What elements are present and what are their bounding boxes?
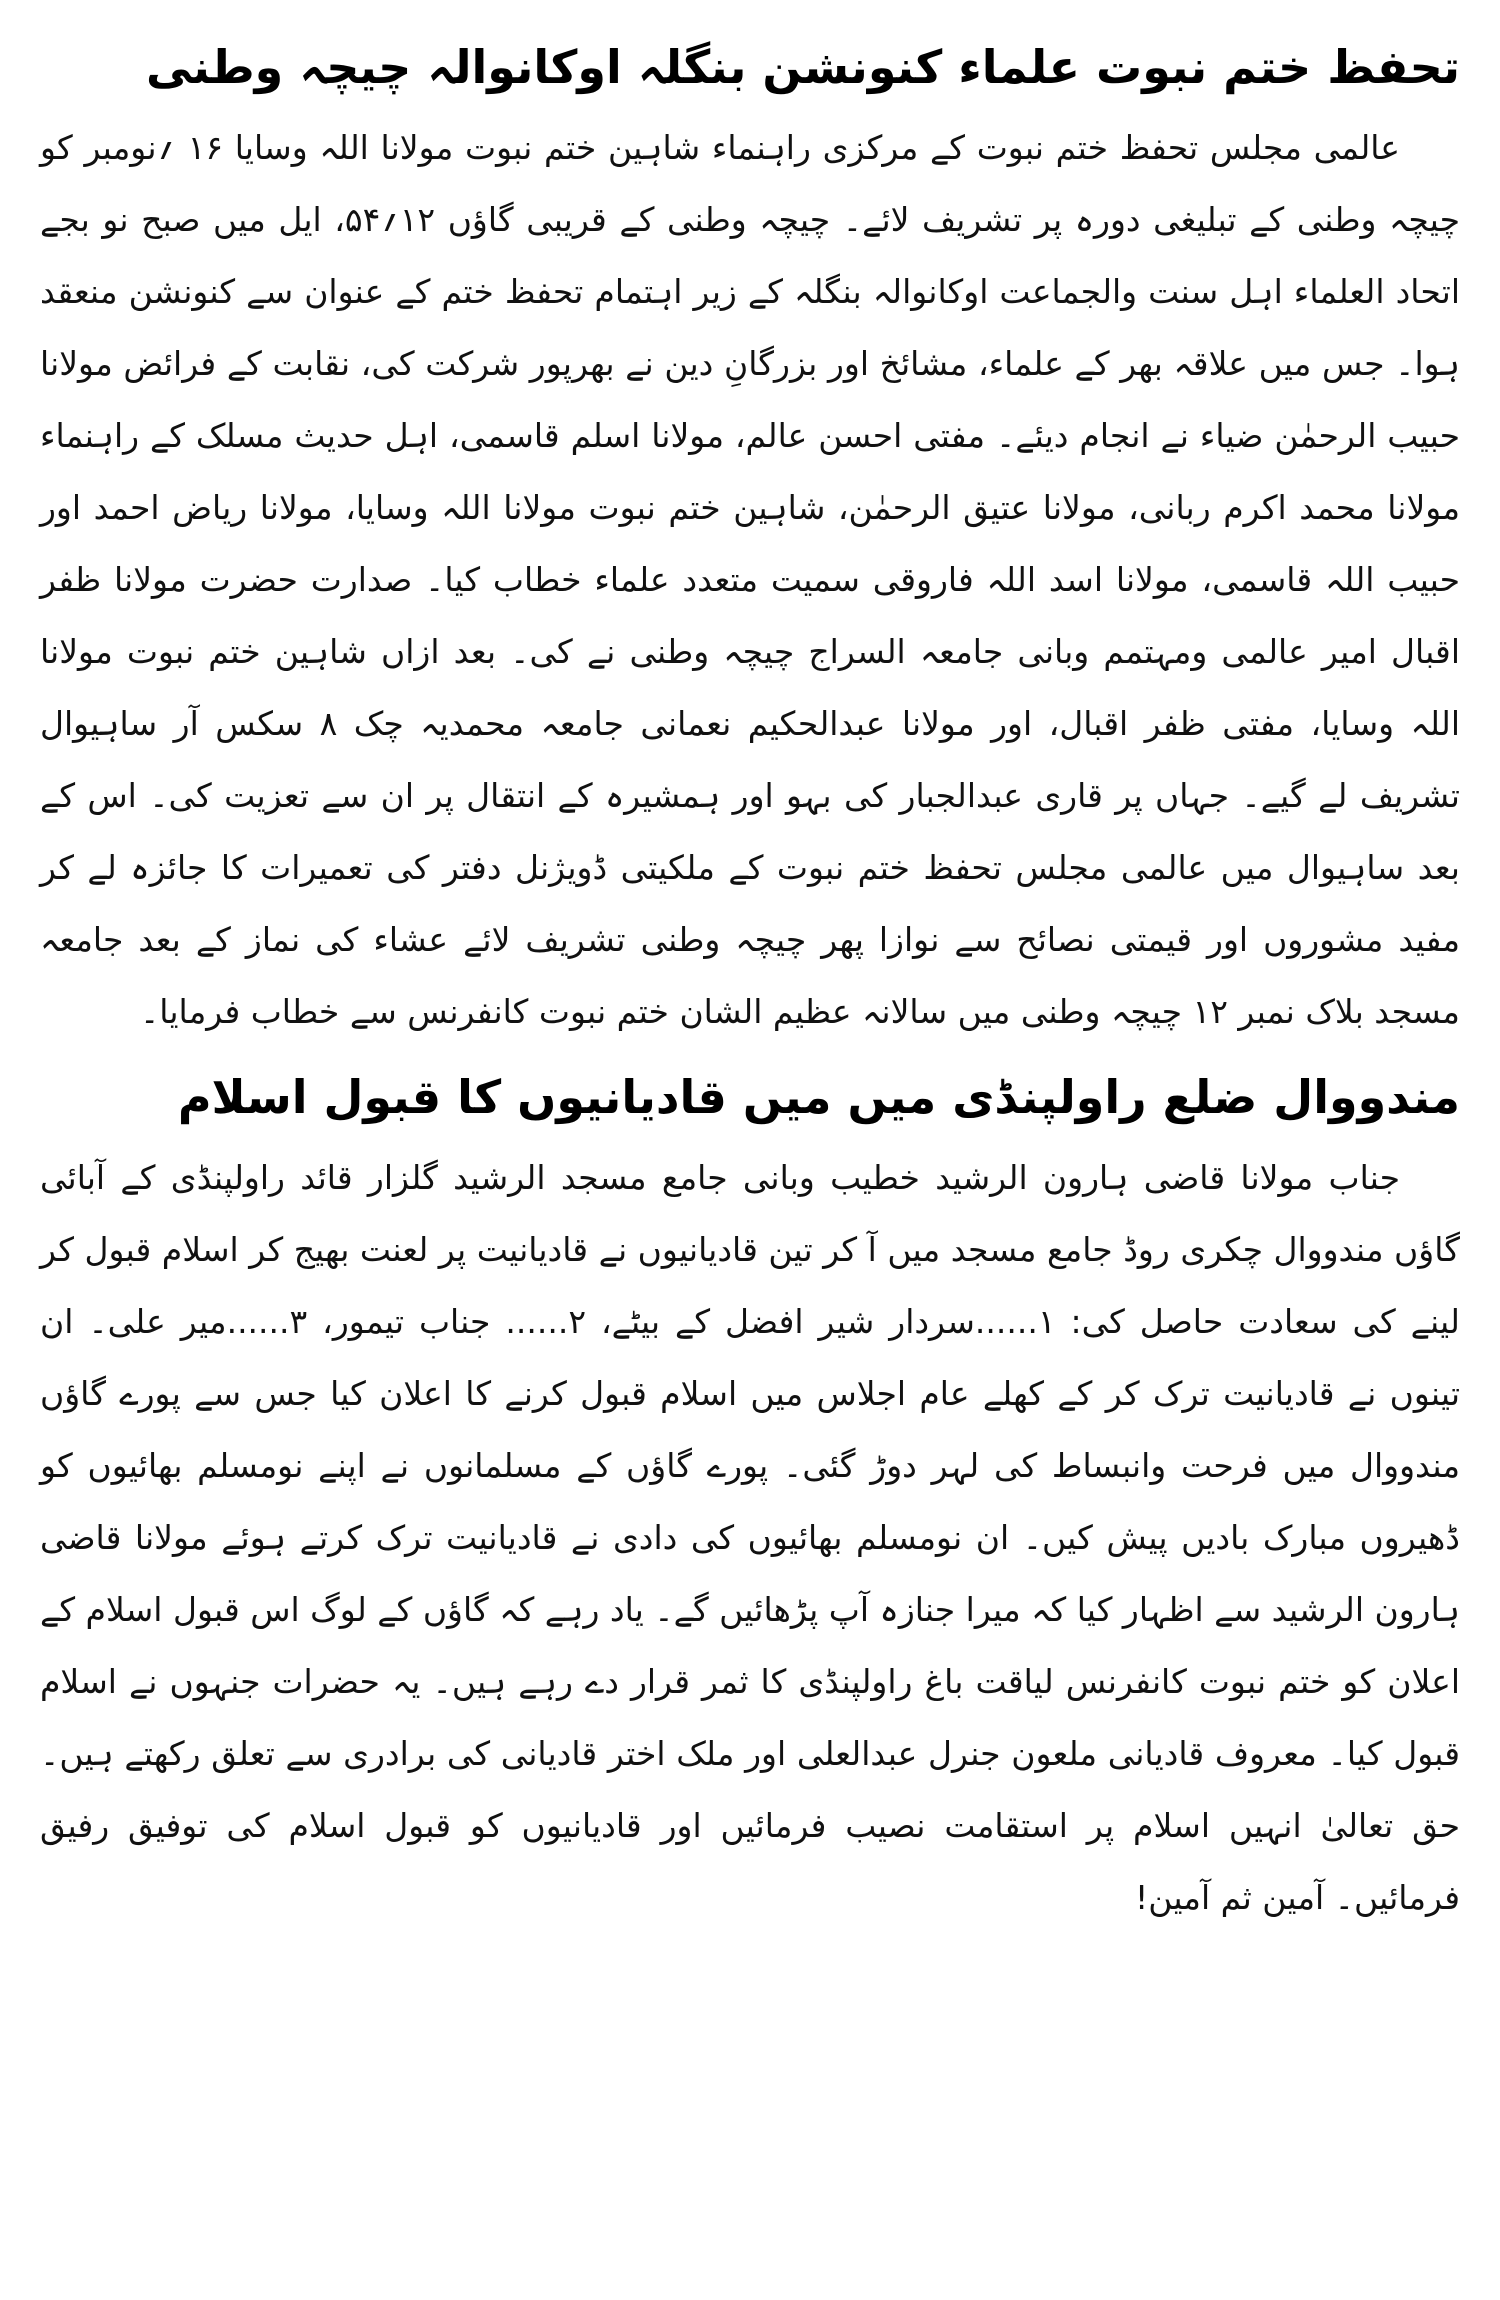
article-headline: مندووال ضلع راولپنڈی میں میں قادیانیوں کا قبول اسلام [177, 1070, 1460, 1125]
newspaper-page [40, 36, 1460, 2266]
article-headline: تحفظ ختم نبوت علماء کنونشن بنگلہ اوکانوالہ چیچہ وطنی [146, 40, 1460, 94]
article-qadiani-conversion [40, 1066, 1460, 1934]
article-body: عالمی مجلس تحفظ ختم نبوت کے مرکزی راہنماء شاہین ختم نبوت مولانا اللہ وسایا ۱۶ ؍نومبر کو چیچہ وطنی کے تبلیغی دورہ پر تشریف لائے۔ چیچہ وطنی کے قریبی گاؤں ۱۲؍۵۴، ایل میں صبح نو بجے اتحاد العلماء اہل سنت والجماعت اوکانوالہ بنگلہ کے زیر اہتمام تحفظ ختم کے عنوان سے کنونشن منعقد ہوا۔ جس میں علاقہ بھر کے علماء، مشائخ اور بزرگانِ دین نے بھرپور شرکت کی، نقابت کے فرائض مولانا حبیب الرحمٰن ضیاء نے انجام دیئے۔ مفتی احسن عالم، مولانا اسلم قاسمی، اہل حدیث مسلک کے راہنماء مولانا محمد اکرم ربانی، مولانا عتیق الرحمٰن، شاہین ختم نبوت مولانا اللہ وسایا، مولانا ریاض احمد اور حبیب اللہ قاسمی، مولانا اسد اللہ فاروقی سمیت متعدد علماء خطاب کیا۔ صدارت حضرت مولانا ظفر اقبال امیر عالمی ومہتمم وبانی جامعہ السراج چیچہ وطنی نے کی۔ بعد ازاں شاہین ختم نبوت مولانا اللہ وسایا، مفتی ظفر اقبال، اور مولانا عبدالحکیم نعمانی جامعہ محمدیہ چک ۸ سکس آر ساہیوال تشریف لے گیے۔ جہاں پر قاری عبدالجبار کی بہو اور ہمشیرہ کے انتقال پر ان سے تعزیت کی۔ اس کے بعد ساہیوال میں عالمی مجلس تحفظ ختم نبوت کے ملکیتی ڈویژنل دفتر کی تعمیرات کا جائزہ لے کر مفید مشوروں اور قیمتی نصائح سے نوازا پھر چیچہ وطنی تشریف لائے عشاء کی نماز کے بعد جامعہ مسجد بلاک نمبر ۱۲ چیچہ وطنی میں سالانہ عظیم الشان ختم نبوت کانفرنس سے خطاب فرمایا۔ [40, 128, 1460, 1032]
article-khatm-e-nubuwwat-convention [40, 36, 1460, 1048]
article-body: جناب مولانا قاضی ہارون الرشید خطیب وبانی جامع مسجد الرشید گلزار قائد راولپنڈی کے آبائی گاؤں مندووال چکری روڈ جامع مسجد میں آ کر تین قادیانیوں نے قادیانیت پر لعنت بھیج کر اسلام قبول کر لینے کی سعادت حاصل کی: ۱......سردار شیر افضل کے بیٹے، ۲...... جناب تیمور، ۳......میر علی۔ ان تینوں نے قادیانیت ترک کر کے کھلے عام اجلاس میں اسلام قبول کرنے کا اعلان کیا جس سے پورے گاؤں مندووال میں فرحت وانبساط کی لہر دوڑ گئی۔ پورے گاؤں کے مسلمانوں نے اپنے نومسلم بھائیوں کو ڈھیروں مبارک بادیں پیش کیں۔ ان نومسلم بھائیوں کی دادی نے قادیانیت ترک کرتے ہوئے مولانا قاضی ہارون الرشید سے اظہار کیا کہ میرا جنازہ آپ پڑھائیں گے۔ یاد رہے کہ گاؤں کے لوگ اس قبول اسلام کے اعلان کو ختم نبوت کانفرنس لیاقت باغ راولپنڈی کا ثمر قرار دے رہے ہیں۔ یہ حضرات جنہوں نے اسلام قبول کیا۔ معروف قادیانی ملعون جنرل عبدالعلی اور ملک اختر قادیانی کی برادری سے تعلق رکھتے ہیں۔ حق تعالیٰ انہیں اسلام پر استقامت نصیب فرمائیں اور قادیانیوں کو قبول اسلام کی توفیق رفیق فرمائیں۔ آمین ثم آمین! [40, 1158, 1460, 1918]
